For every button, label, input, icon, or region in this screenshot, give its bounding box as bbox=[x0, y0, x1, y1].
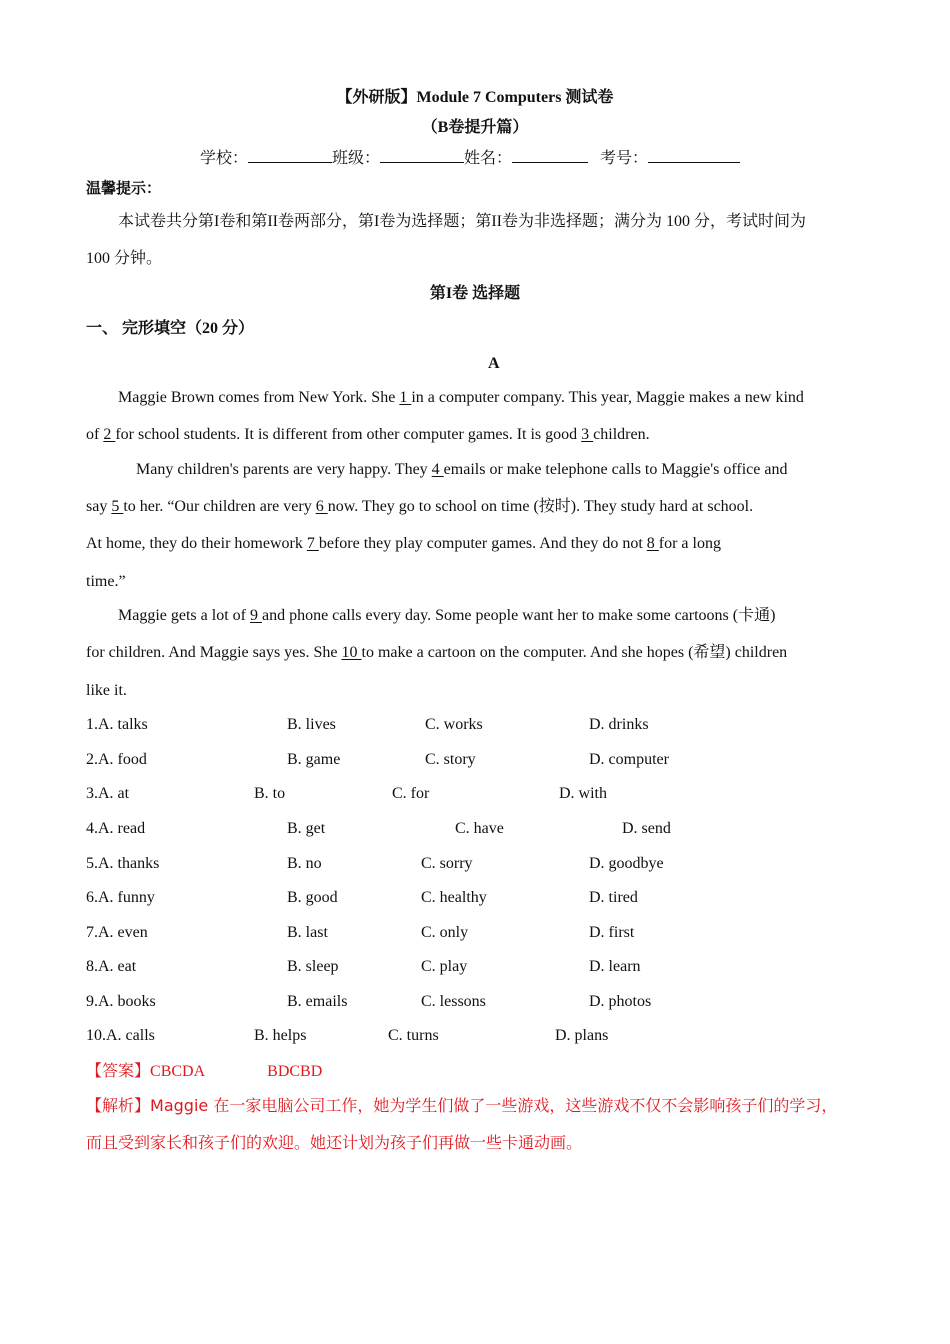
option-d: D. photos bbox=[589, 993, 652, 1010]
option-a: 8.A. eat bbox=[86, 958, 137, 975]
option-c: C. works bbox=[425, 716, 483, 733]
option-c: C. only bbox=[421, 924, 469, 941]
name-blank[interactable] bbox=[512, 146, 588, 163]
option-d: D. send bbox=[622, 820, 671, 837]
exam-number-label: 考号： bbox=[600, 148, 649, 167]
blank-5: 5 bbox=[111, 498, 124, 515]
answer-line bbox=[86, 1061, 322, 1082]
option-b: B. last bbox=[287, 924, 328, 941]
option-c: C. lessons bbox=[421, 993, 486, 1010]
passage-label: A bbox=[488, 355, 500, 372]
option-d: D. with bbox=[559, 785, 607, 802]
option-b: B. sleep bbox=[287, 958, 339, 975]
analysis-line-2: 而且受到家长和孩子们的欢迎。她还计划为孩子们再做一些卡通动画。 bbox=[86, 1133, 583, 1152]
option-d: D. first bbox=[589, 924, 635, 941]
passage-line-2: of 2 for school students. It is different from other computer games. It is good 3 children. bbox=[86, 426, 650, 443]
option-c: C. healthy bbox=[421, 889, 487, 906]
option-b: B. no bbox=[287, 855, 322, 872]
blank-4: 4 bbox=[431, 461, 444, 478]
document-subtitle: （B卷提升篇） bbox=[421, 119, 529, 136]
tips-line-2: 100 分钟。 bbox=[86, 250, 163, 267]
option-d: D. computer bbox=[589, 751, 669, 768]
option-c: C. have bbox=[455, 820, 504, 837]
exam-number-blank[interactable] bbox=[648, 146, 740, 163]
school-label: 学校： bbox=[200, 148, 249, 167]
passage-line-1: Maggie Brown comes from New York. She 1 in a computer company. This year, Maggie makes a new kind bbox=[118, 389, 804, 406]
passage-line-3: Many children's parents are very happy. They 4 emails or make telephone calls to Maggie's office and bbox=[136, 461, 788, 478]
option-a: 5.A. thanks bbox=[86, 855, 160, 872]
option-c: C. turns bbox=[388, 1027, 439, 1044]
passage-line-5: At home, they do their homework 7 before they play computer games. And they do not 8 for a long bbox=[86, 535, 721, 552]
tips-heading: 温馨提示： bbox=[86, 179, 162, 197]
school-blank[interactable] bbox=[248, 146, 332, 163]
answer-part-2: BDCBD bbox=[267, 1063, 323, 1080]
option-c: C. for bbox=[392, 785, 430, 802]
document-title: 【外研版】Module 7 Computers 测试卷 bbox=[336, 89, 614, 106]
option-d: D. learn bbox=[589, 958, 641, 975]
passage-line-4: say 5 to her. “Our children are very 6 now. They go to school on time (按时). They study hard at school. bbox=[86, 498, 754, 515]
answer-part-1: CBCDA bbox=[150, 1063, 206, 1080]
option-d: D. goodbye bbox=[589, 855, 664, 872]
analysis-label: 【解析】 bbox=[86, 1096, 151, 1115]
option-d: D. drinks bbox=[589, 716, 649, 733]
option-a: 3.A. at bbox=[86, 785, 130, 802]
option-d: D. plans bbox=[555, 1027, 609, 1044]
option-b: B. emails bbox=[287, 993, 348, 1010]
blank-6: 6 bbox=[315, 498, 328, 515]
answer-label: 【答案】 bbox=[86, 1061, 151, 1080]
option-b: B. helps bbox=[254, 1027, 307, 1044]
blank-7: 7 bbox=[306, 535, 319, 552]
blank-2: 2 bbox=[103, 426, 116, 443]
tips-line-1: 本试卷共分第I卷和第II卷两部分，第I卷为选择题；第II卷为非选择题；满分为 100 分，考试时间为 bbox=[118, 213, 806, 230]
passage-line-6: time.” bbox=[86, 573, 126, 590]
name-label: 姓名： bbox=[464, 148, 513, 167]
option-b: B. game bbox=[287, 751, 341, 768]
option-a: 1.A. talks bbox=[86, 716, 148, 733]
option-a: 7.A. even bbox=[86, 924, 148, 941]
passage-line-9: like it. bbox=[86, 682, 127, 699]
passage-line-7: Maggie gets a lot of 9 and phone calls every day. Some people want her to make some cartoons (卡通) bbox=[118, 607, 776, 624]
option-a: 9.A. books bbox=[86, 993, 156, 1010]
blank-10: 10 bbox=[341, 644, 362, 661]
blank-3: 3 bbox=[581, 426, 594, 443]
class-blank[interactable] bbox=[380, 146, 464, 163]
option-c: C. story bbox=[425, 751, 476, 768]
option-a: 6.A. funny bbox=[86, 889, 155, 906]
blank-9: 9 bbox=[249, 607, 262, 624]
blank-8: 8 bbox=[646, 535, 659, 552]
analysis-line-1: 【解析】Maggie 在一家电脑公司工作，她为学生们做了一些游戏，这些游戏不仅不会影响孩子们的学习， bbox=[86, 1096, 838, 1115]
option-a: 10.A. calls bbox=[86, 1027, 155, 1044]
info-line bbox=[200, 146, 740, 168]
option-a: 4.A. read bbox=[86, 820, 146, 837]
blank-1: 1 bbox=[399, 389, 412, 406]
class-label: 班级： bbox=[332, 148, 381, 167]
passage-line-8: for children. And Maggie says yes. She 10 to make a cartoon on the computer. And she hopes (希望) children bbox=[86, 644, 788, 661]
option-b: B. lives bbox=[287, 716, 336, 733]
option-c: C. sorry bbox=[421, 855, 473, 872]
part-title: 一、 完形填空（20 分） bbox=[86, 320, 255, 337]
option-b: B. get bbox=[287, 820, 326, 837]
option-d: D. tired bbox=[589, 889, 638, 906]
option-a: 2.A. food bbox=[86, 751, 147, 768]
option-b: B. good bbox=[287, 889, 338, 906]
option-c: C. play bbox=[421, 958, 468, 975]
option-b: B. to bbox=[254, 785, 286, 802]
section-title: 第I卷 选择题 bbox=[429, 285, 521, 302]
